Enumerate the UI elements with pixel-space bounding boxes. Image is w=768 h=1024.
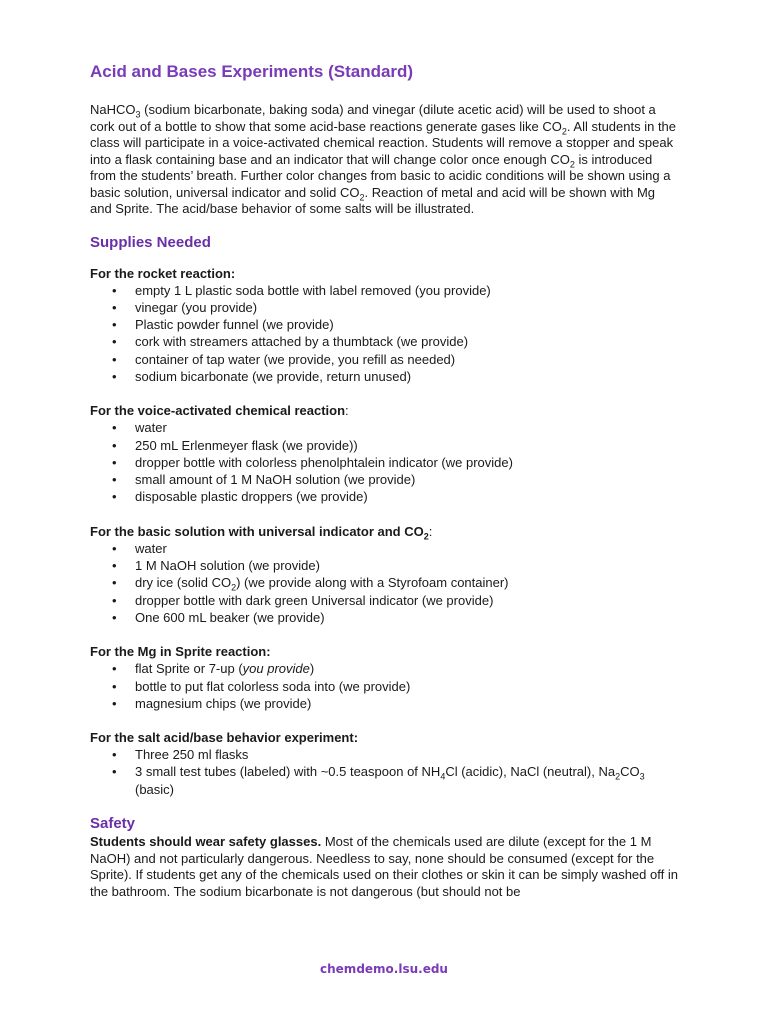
safety-paragraph: Students should wear safety glasses. Most of the chemicals used are dilute (except for the 1 M NaOH) and not particularly dangerous. Needless to say, none should be consumed (except for the Sprite). If students get any of the chemicals used on their clothes or skin it can be simply washed off in the bathroom. The sodium bicarbonate is not dangerous (but should not be <box>90 834 678 899</box>
list-item: • small amount of 1 M NaOH solution (we provide) <box>112 472 416 488</box>
document-page <box>90 62 680 900</box>
rocket-section-heading: For the rocket reaction: <box>90 265 236 281</box>
basic-supply-list <box>90 540 680 626</box>
footer-url: chemdemo.lsu.edu <box>320 962 448 976</box>
voice-section-heading: For the voice-activated chemical reaction: <box>90 403 349 419</box>
list-item: • Three 250 ml flasks <box>112 747 249 763</box>
list-item: • 250 mL Erlenmeyer flask (we provide)) <box>112 437 358 453</box>
salt-supply-list <box>90 746 680 798</box>
mg-section-heading: For the Mg in Sprite reaction: <box>90 644 271 660</box>
list-item: • One 600 mL beaker (we provide) <box>112 609 325 625</box>
list-item: • water <box>112 420 167 436</box>
list-item: • dry ice (solid $CO_2$) (we provide along with a Styrofoam container) <box>112 575 509 593</box>
list-item: • magnesium chips (we provide) <box>112 695 312 711</box>
list-item: • Plastic powder funnel (we provide) <box>112 317 334 333</box>
list-item: • water <box>112 540 167 556</box>
salt-section-heading: For the salt acid/base behavior experiment: <box>90 730 359 746</box>
list-item: • vinegar (you provide) <box>112 299 258 315</box>
voice-supply-list <box>90 419 680 505</box>
mg-supply-list <box>90 660 680 712</box>
safety-heading: Safety <box>90 815 136 833</box>
page-title: Acid and Bases Experiments (Standard) <box>90 62 414 81</box>
supplies-heading: Supplies Needed <box>90 233 211 251</box>
list-item: • empty 1 L plastic soda bottle with label removed (you provide) <box>112 282 491 298</box>
rocket-supply-list <box>90 282 680 386</box>
list-item: • dropper bottle with dark green Universal indicator (we provide) <box>112 592 494 608</box>
list-item: • flat Sprite or 7-up (you provide) <box>112 661 315 677</box>
basic-section-heading: For the basic solution with universal indicator and $CO_2$: <box>90 523 433 542</box>
list-item: • cork with streamers attached by a thumbtack (we provide) <box>112 334 469 350</box>
list-item: • sodium bicarbonate (we provide, return unused) <box>112 368 412 384</box>
list-item: • disposable plastic droppers (we provide) <box>112 489 368 505</box>
list-item: • 1 M NaOH solution (we provide) <box>112 558 320 574</box>
list-item: • container of tap water (we provide, you refill as needed) <box>112 351 456 367</box>
list-item: • dropper bottle with colorless phenolphtalein indicator (we provide) <box>112 454 513 470</box>
list-item: • 3 small test tubes (labeled) with ~0.5 teaspoon of $NH_4Cl$ (acidic), NaCl (neutral), $Na_2CO_3$ (basic) <box>112 764 645 797</box>
intro-paragraph: NaHCO$_3$ (sodium bicarbonate, baking soda) and vinegar (dilute acetic acid) will be used to shoot a cork out of a bottle to show that some acid-base reactions generate gases like $CO_2$. All students in the class will participate in a voice-activated chemical reaction. Students will remove a stopper and speak into a flask containing base and an indicator that will change color once enough $CO_2$ is introduced from the students’ breath. Further color changes from basic to acidic conditions will be shown using a basic solution, universal indicator and solid $CO_2$. Reaction of metal and acid will be shown with Mg and Sprite. The acid/base behavior of some salts will be illustrated. <box>90 102 677 216</box>
list-item: • bottle to put flat colorless soda into (we provide) <box>112 678 411 694</box>
